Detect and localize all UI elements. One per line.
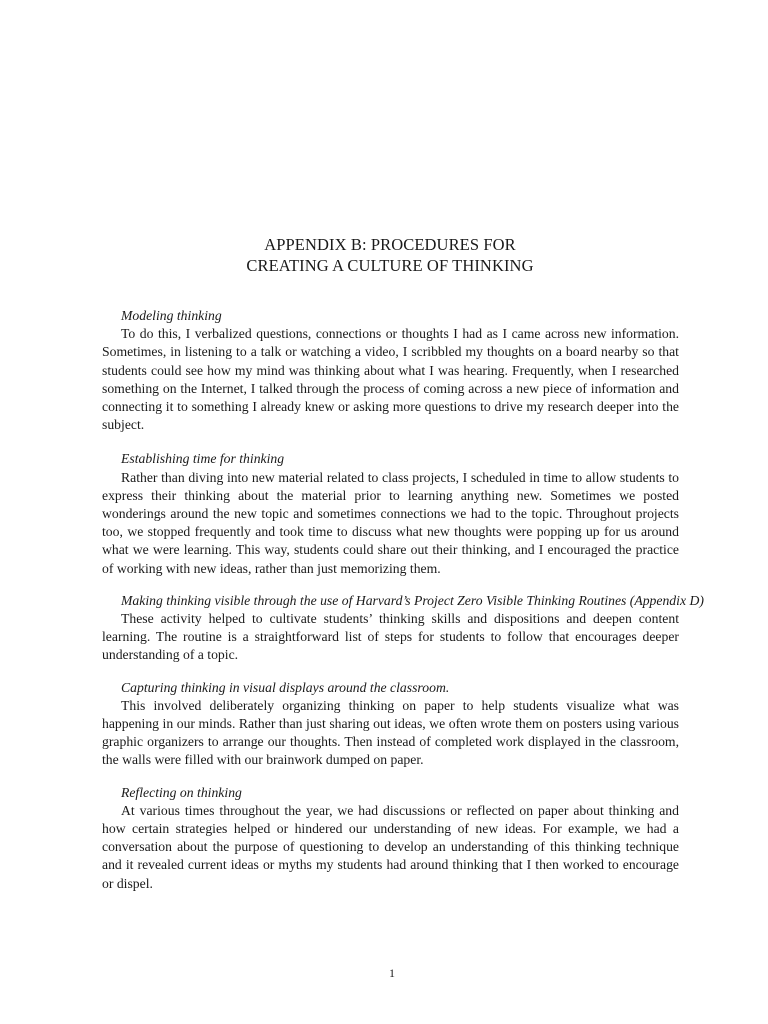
section-establishing-time — [102, 450, 679, 577]
section-paragraph: This involved deliberately organizing thinking on paper to help students visualize what was happening in our minds. Rather than just sharing out ideas, we often wrote them on posters using various graphic organizers to arrange our thoughts. Then instead of completed work displayed in the classroom, the walls were filled with our brainwork dumped on paper. — [102, 697, 679, 768]
section-heading: Making thinking visible through the use of Harvard’s Project Zero Visible Thinking Routines (Appendix D) — [121, 592, 704, 608]
section-paragraph: These activity helped to cultivate students’ thinking skills and dispositions and deepen content learning. The routine is a straightforward list of steps for students to follow that encourages deeper understanding of a topic. — [102, 611, 679, 663]
section-modeling-thinking — [102, 307, 679, 434]
page-number: 1 — [389, 966, 395, 980]
section-reflecting-on-thinking — [102, 784, 679, 893]
section-heading: Capturing thinking in visual displays around the classroom. — [121, 679, 450, 695]
section-paragraph: Rather than diving into new material related to class projects, I scheduled in time to allow students to express their thinking about the material prior to learning anything new. Sometimes we posted wonderings around the new topic and sometimes connections we had to the topic. Throughout projects too, we stopped frequently and took time to discuss what new thoughts were popping up for us around what we were learning. This way, students could share out their thinking, and I encouraged the practice of working with new ideas, rather than just memorizing them. — [102, 469, 679, 576]
title-line-2: CREATING A CULTURE OF THINKING — [246, 256, 534, 275]
section-paragraph: At various times throughout the year, we had discussions or reflected on paper about thinking and how certain strategies helped or hindered our understanding of new ideas. For example, we had a conversation about the purpose of questioning to develop an understanding of this thinking technique and it revealed current ideas or myths my students had around thinking that I then worked to encourage or dispel. — [102, 802, 679, 891]
section-heading: Modeling thinking — [121, 308, 222, 323]
document-body — [102, 307, 704, 909]
section-heading: Establishing time for thinking — [121, 451, 285, 467]
section-capturing-thinking — [102, 679, 679, 770]
section-heading: Reflecting on thinking — [121, 784, 242, 800]
page-title — [0, 234, 768, 276]
section-making-thinking-visible — [102, 592, 704, 665]
title-line-1: APPENDIX B: PROCEDURES FOR — [264, 235, 516, 254]
section-paragraph: To do this, I verbalized questions, connections or thoughts I had as I came across new information. Sometimes, in listening to a talk or watching a video, I scribbled my thoughts on a board nearby so that students could see how my mind was thinking about what I was hearing. Frequently, when I researched something on the Internet, I talked through the process of coming across a new piece of information and connecting it to something I already knew or asking more questions to drive my research deeper into the subject. — [102, 326, 679, 433]
